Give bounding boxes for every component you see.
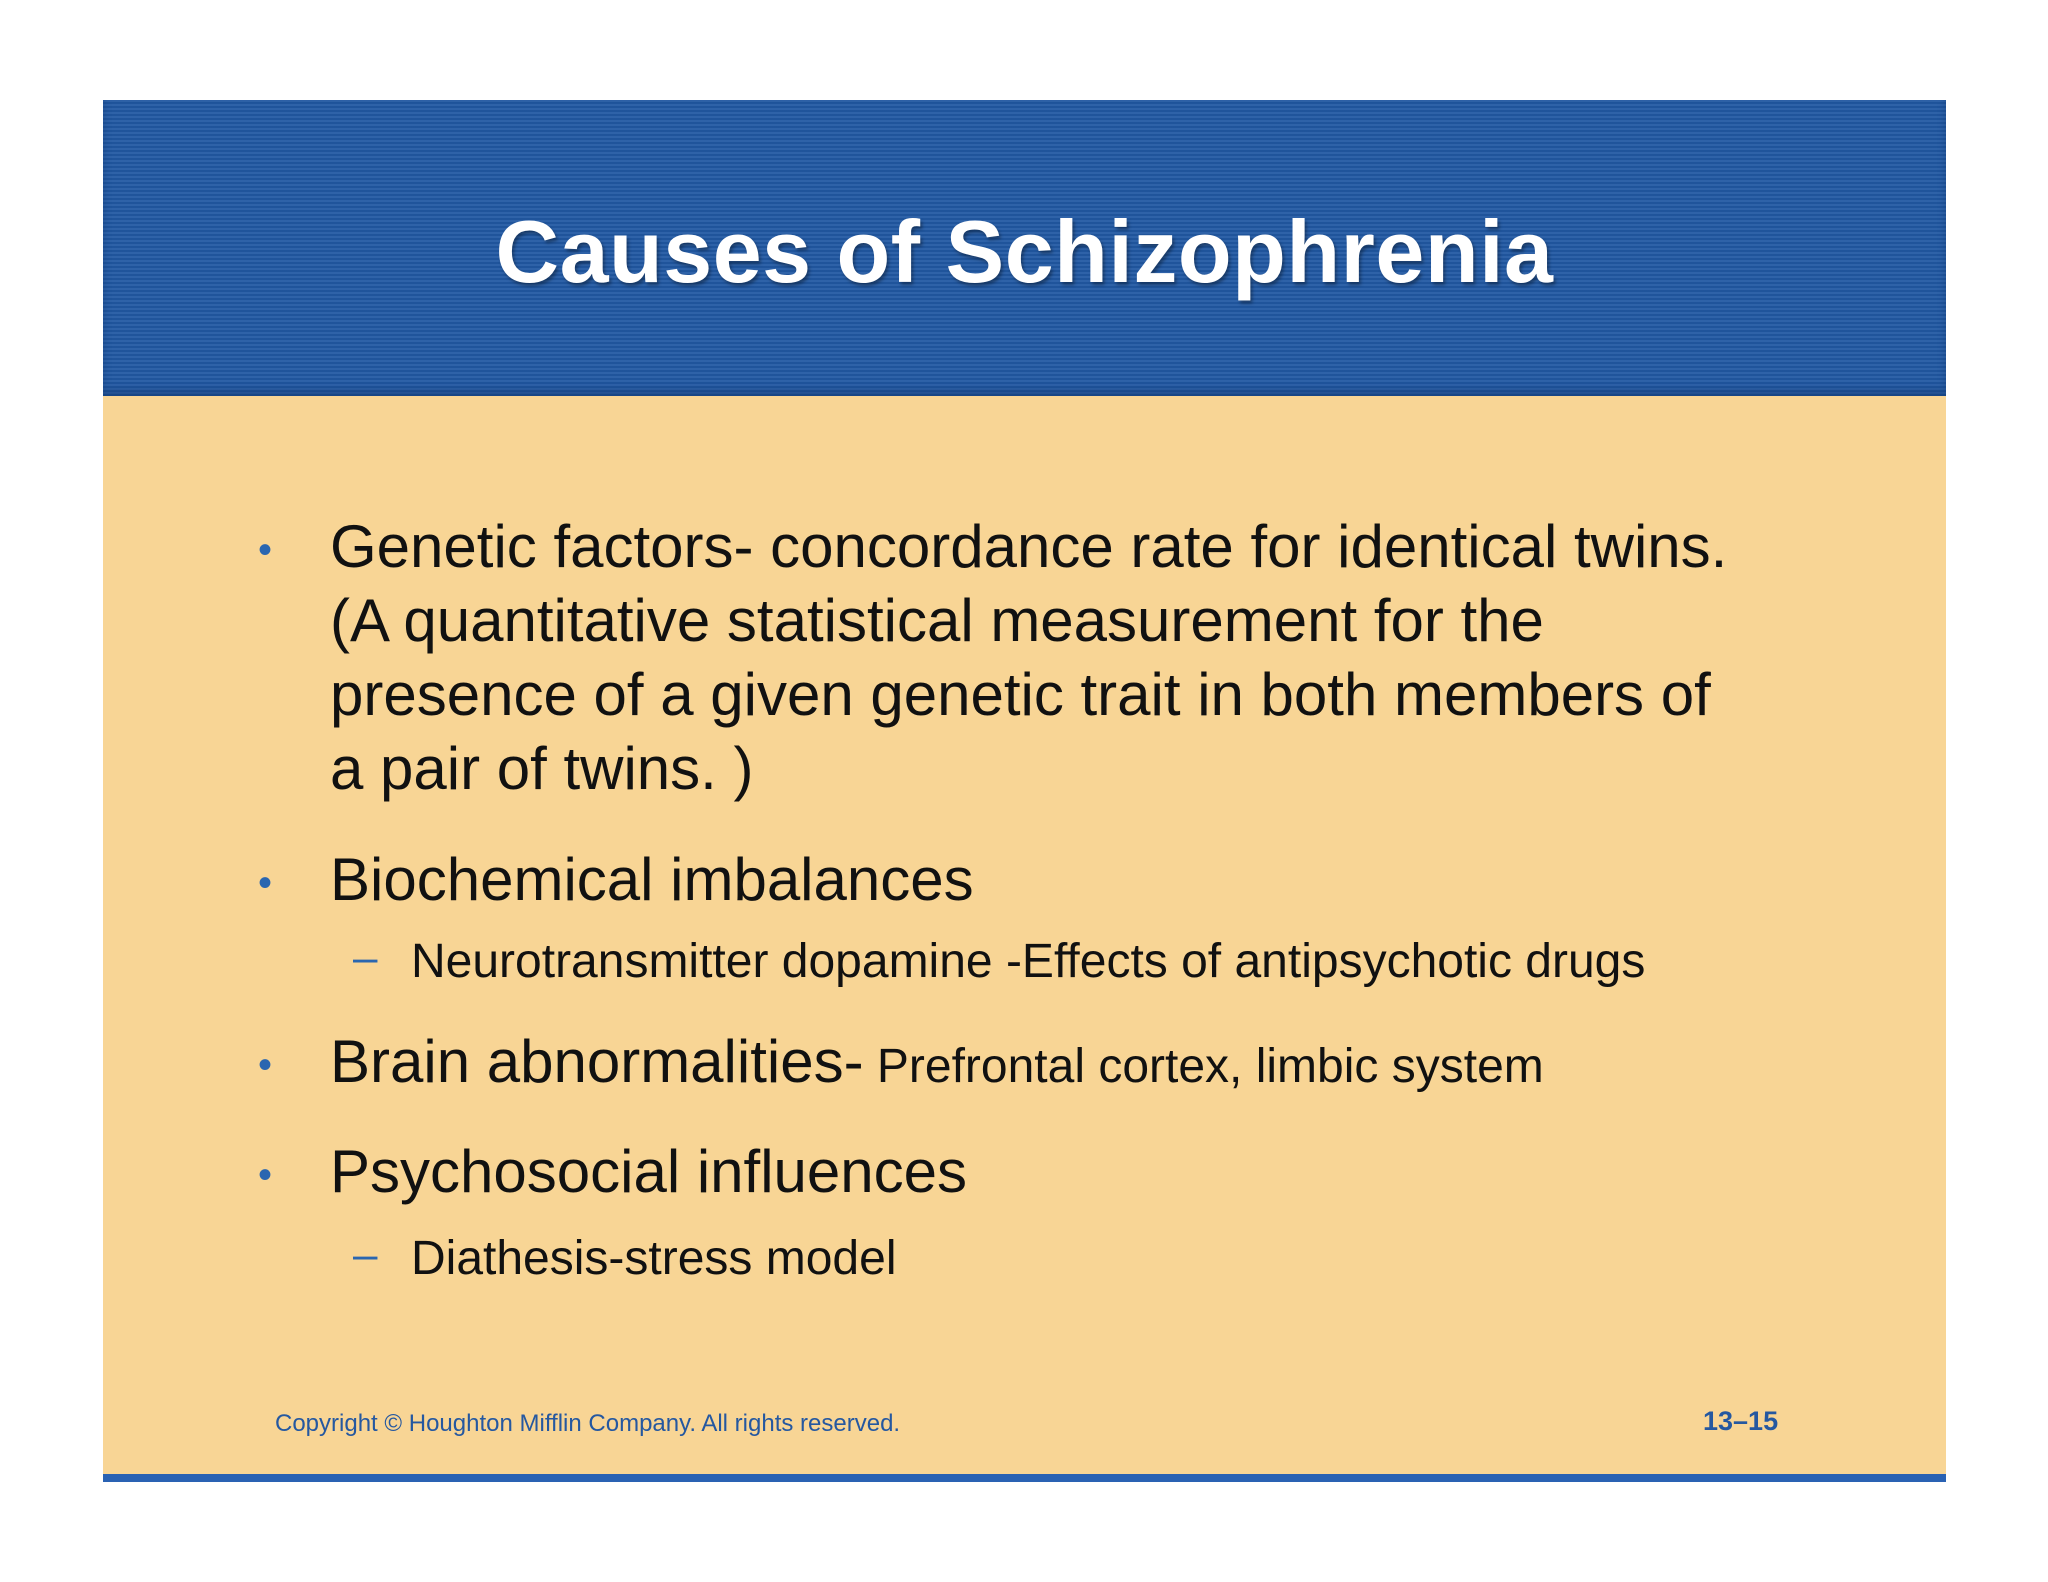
bullet-line: Genetic factors- concordance rate for identical twins.: [330, 513, 1728, 580]
title-band: [103, 100, 1946, 396]
bullet-brain-abnormalities: [330, 1025, 1780, 1104]
sub-bullet-diathesis: Diathesis-stress model: [411, 1232, 897, 1285]
slide: [103, 100, 1946, 1482]
dash-icon: –: [353, 1230, 378, 1279]
bullet-psychosocial: Psychosocial influences: [330, 1138, 968, 1205]
bottom-rule: [103, 1474, 1946, 1482]
dash-icon: –: [353, 933, 378, 982]
bullet-icon: •: [258, 861, 273, 905]
bullet-icon: •: [258, 1153, 273, 1197]
bullet-text: Brain abnormalities-: [330, 1028, 864, 1095]
slide-title: Causes of Schizophrenia: [495, 202, 1554, 301]
bullet-genetic-factors: [330, 510, 1780, 806]
bullet-line: presence of a given genetic trait in both members of: [330, 661, 1711, 728]
bullet-inline-detail: Prefrontal cortex, limbic system: [863, 1040, 1544, 1093]
page-number: 13–15: [1703, 1406, 1779, 1436]
bullet-line: (A quantitative statistical measurement for the: [330, 587, 1544, 654]
bullet-biochemical: Biochemical imbalances: [330, 846, 974, 913]
copyright-text: Copyright © Houghton Mifflin Company. All rights reserved.: [275, 1410, 901, 1437]
bullet-icon: •: [258, 1043, 273, 1087]
sub-bullet-dopamine: Neurotransmitter dopamine -Effects of antipsychotic drugs: [411, 935, 1646, 988]
bullet-icon: •: [258, 528, 273, 572]
bullet-line: a pair of twins. ): [330, 735, 754, 802]
